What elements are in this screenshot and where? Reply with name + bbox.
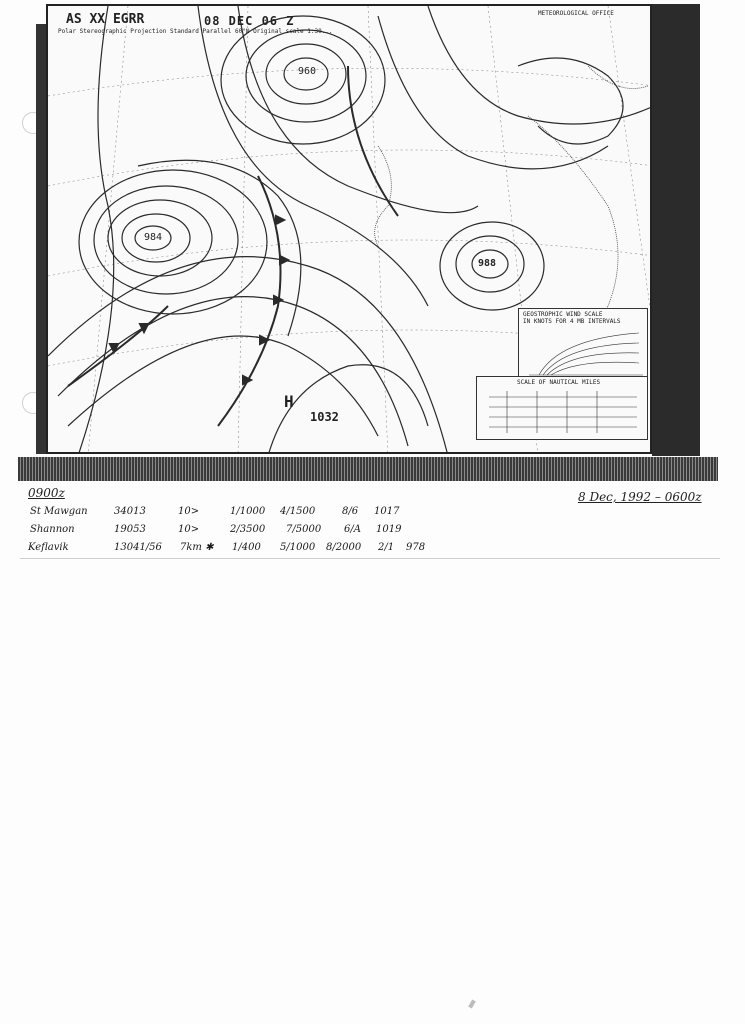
obs-visibility: 7km ✱ xyxy=(180,542,214,553)
obs-visibility: 10> xyxy=(178,506,200,517)
obs-cloud-1: 1/1000 xyxy=(230,506,266,517)
scan-shadow-left xyxy=(36,24,46,454)
obs-station: St Mawgan xyxy=(30,506,88,517)
obs-cloud-3: 8/2000 xyxy=(326,542,362,553)
notes-time-header: 0900z xyxy=(28,486,65,500)
projection-note: Polar Stereographic Projection Standard Parallel 60°N Original scale 1:30... xyxy=(58,28,333,35)
pressure-label-low-east: 988 xyxy=(478,258,497,269)
nautical-mile-scale-box xyxy=(476,376,648,440)
wind-scale-curves xyxy=(519,309,647,381)
obs-qnh: 1019 xyxy=(376,524,402,535)
office-label: METEOROLOGICAL OFFICE xyxy=(538,10,614,17)
obs-wind: 13041/56 xyxy=(114,542,162,553)
weather-chart xyxy=(46,4,652,454)
scan-strip xyxy=(18,457,718,481)
obs-qnh: 978 xyxy=(406,542,426,553)
wind-scale-title: GEOSTROPHIC WIND SCALE IN KNOTS FOR 4 MB INTERVALS xyxy=(523,311,621,325)
pressure-label-low-north: 960 xyxy=(298,66,317,77)
obs-cloud-1: 2/3500 xyxy=(230,524,266,535)
chart-date: 08 DEC 06 Z xyxy=(204,14,295,28)
obs-cloud-4: 2/1 xyxy=(378,542,395,553)
obs-station: Keflavik xyxy=(28,542,69,553)
obs-cloud-2: 4/1500 xyxy=(280,506,316,517)
obs-station: Shannon xyxy=(30,524,75,535)
high-center-label: H xyxy=(284,392,294,411)
pressure-label-high: 1032 xyxy=(310,410,339,424)
chart-code: AS XX EGRR xyxy=(66,12,145,27)
obs-cloud-3: 8/6 xyxy=(342,506,359,517)
wind-scale-box xyxy=(518,308,648,382)
pressure-label-low-west: 984 xyxy=(144,232,163,243)
obs-qnh: 1017 xyxy=(374,506,400,517)
mile-scale-title: SCALE OF NAUTICAL MILES xyxy=(517,379,601,386)
obs-cloud-1: 1/400 xyxy=(232,542,261,553)
obs-cloud-3: 6/A xyxy=(344,524,361,535)
obs-wind: 19053 xyxy=(114,524,146,535)
obs-visibility: 10> xyxy=(178,524,200,535)
page-divider xyxy=(20,558,720,559)
obs-cloud-2: 7/5000 xyxy=(286,524,322,535)
notes-date: 8 Dec, 1992 – 0600z xyxy=(578,490,702,504)
obs-wind: 34013 xyxy=(114,506,146,517)
obs-cloud-2: 5/1000 xyxy=(280,542,316,553)
scan-shadow-right xyxy=(652,4,700,456)
mile-scale-lines xyxy=(477,377,647,439)
